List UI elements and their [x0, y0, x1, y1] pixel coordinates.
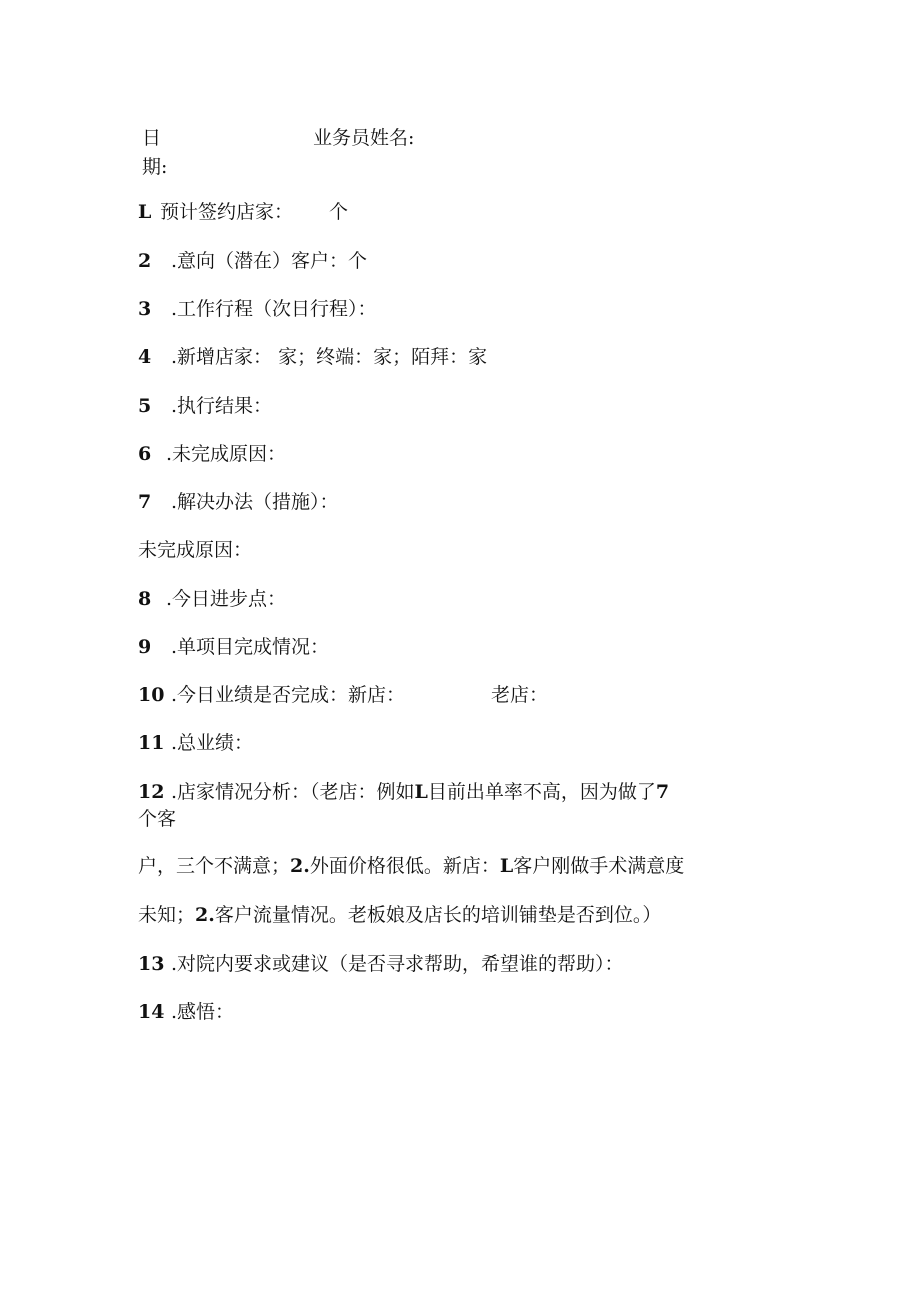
item-12-line-3: 户，三个不满意；2.外面价格很低。新店：L客户刚做手术满意度 — [138, 855, 685, 877]
item-text: .未完成原因： — [166, 443, 287, 465]
item-9 — [138, 635, 329, 659]
item-text: .工作行程（次日行程）： — [171, 298, 377, 320]
item-number: 7 — [138, 491, 152, 513]
item-text: .解决办法（措施）： — [171, 491, 339, 513]
item-11 — [138, 731, 253, 755]
item-12-line-2: 个客 — [138, 808, 177, 830]
item-number: 4 — [138, 346, 152, 368]
item-text: .新增店家： 家；终端：家；陌拜：家 — [171, 346, 488, 368]
item-text: .对院内要求或建议（是否寻求帮助，希望谁的帮助）： — [171, 953, 624, 975]
item-7 — [138, 490, 339, 514]
item-text: .今日业绩是否完成：新店： — [171, 684, 406, 706]
item-10 — [138, 683, 548, 707]
date-label-bottom: 期: — [142, 156, 168, 178]
item-text: .执行结果： — [171, 395, 273, 417]
item-number: 8 — [138, 588, 152, 610]
item-3 — [138, 297, 377, 321]
item-12-line-4: 未知；2.客户流量情况。老板娘及店长的培训铺垫是否到位。） — [138, 904, 662, 926]
item-number: 5 — [138, 395, 152, 417]
item-4 — [138, 345, 487, 369]
item-number: 10 — [138, 684, 165, 706]
item-text: .今日进步点： — [166, 588, 287, 610]
item-text: .意向（潜在）客户：个 — [171, 250, 368, 272]
item-number: L — [138, 201, 152, 223]
item-8 — [138, 587, 286, 611]
item-number: 2 — [138, 250, 152, 272]
item-number: 9 — [138, 636, 152, 658]
date-label-top: 日 — [142, 127, 162, 149]
item-13 — [138, 952, 624, 976]
item-1 — [138, 200, 348, 224]
item-suffix: 个 — [329, 201, 349, 223]
item-12: 12 .店家情况分析：（老店：例如L目前出单率不高，因为做了7 — [138, 781, 670, 803]
salesperson-name-label: 业务员姓名: — [313, 127, 415, 149]
item-number: 11 — [138, 732, 165, 754]
item-text: 未完成原因： — [138, 539, 253, 561]
item-text: .店家情况分析：（老店：例如 — [171, 781, 415, 803]
item-2 — [138, 249, 367, 273]
item-5 — [138, 394, 272, 418]
item-text: .总业绩： — [171, 732, 254, 754]
item-text: .感悟： — [171, 1001, 235, 1023]
item-suffix: 老店： — [491, 684, 549, 706]
item-number: 12 — [138, 781, 165, 803]
item-text: .单项目完成情况： — [171, 636, 330, 658]
incomplete-reason-line — [138, 538, 252, 562]
item-number: 13 — [138, 953, 165, 975]
item-number: 6 — [138, 443, 152, 465]
item-6 — [138, 442, 286, 466]
item-text: 预计签约店家： — [160, 201, 294, 223]
item-number: 14 — [138, 1001, 165, 1023]
item-14 — [138, 1000, 234, 1024]
item-number: 3 — [138, 298, 152, 320]
